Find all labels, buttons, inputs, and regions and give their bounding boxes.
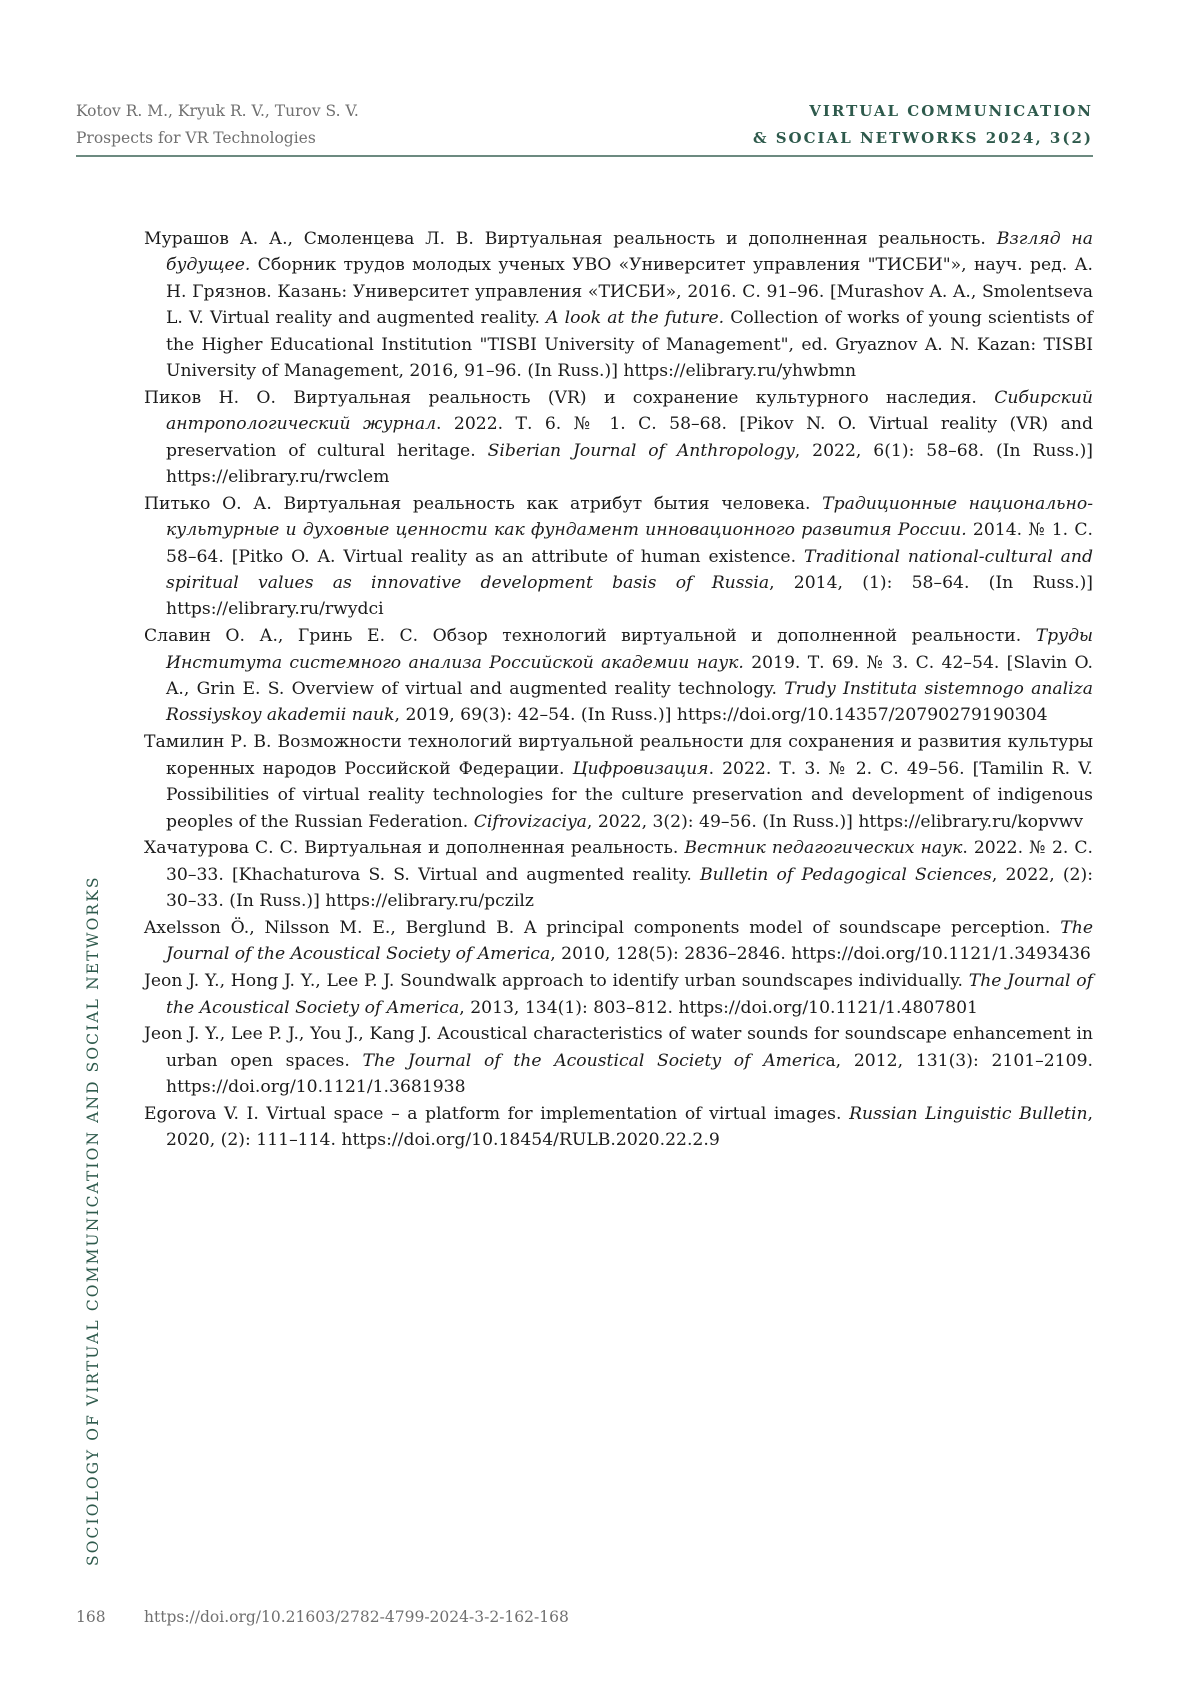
running-header-left (76, 98, 359, 152)
reference-item (144, 915, 1093, 968)
ref-source: Russian Linguistic Bulletin (849, 1103, 1088, 1124)
reference-item (144, 623, 1093, 729)
ref-source-en: A look at the future. (546, 308, 725, 329)
ref-text: Jeon J. Y., Lee P. J., You J., Kang J. Acoustical characteristics of water sounds for soundscape enhancement in urban open spaces. (144, 1024, 1093, 1071)
reference-item (144, 1021, 1093, 1100)
reference-item (144, 1101, 1093, 1154)
ref-source: The Journal of the Acoustical Society of America (166, 917, 1093, 965)
ref-text: 2019. Т. 69. № 3. С. 42–54. [Slavin O. A., Grin E. S. Overview of virtual and augmented reality technology. (166, 652, 1093, 700)
reference-item (144, 385, 1093, 491)
header-divider (76, 155, 1093, 157)
ref-text: , 2022, 3(2): 49–56. (In Russ.)] https://elibrary.ru/kopvwv (586, 811, 1084, 832)
ref-text: . 2022. Т. 3. № 2. С. 49–56. [Tamilin R. V. Possibilities of virtual reality technologies for the culture preservation and development of indigenous peoples of the Russian Federation. (166, 758, 1093, 832)
ref-text: , 2019, 69(3): 42–54. (In Russ.)] https://doi.org/10.14357/20790279190304 (394, 705, 1048, 726)
journal-name-line1: VIRTUAL COMMUNICATION (809, 102, 1093, 120)
reference-item (144, 226, 1093, 384)
ref-text: . 2022. Т. 6. № 1. С. 58–68. [Pikov N. O. Virtual reality (VR) and preservation of cultural heritage. (166, 414, 1093, 461)
ref-text: , 2010, 128(5): 2836–2846. https://doi.org/10.1121/1.3493436 (550, 944, 1091, 965)
ref-text: , 2020, (2): 111–114. https://doi.org/10.18454/RULB.2020.22.2.9 (166, 1103, 1093, 1151)
header-authors: Kotov R. M., Kryuk R. V., Turov S. V. (76, 102, 359, 120)
journal-name-line2: & SOCIAL NETWORKS 2024, 3(2) (752, 129, 1093, 147)
ref-text: Питько О. А. Виртуальная реальность как атрибут бытия человека. (144, 493, 823, 514)
reference-item (144, 968, 1093, 1021)
ref-text: Славин О. А., Гринь Е. С. Обзор технологий виртуальной и дополненной реальности. (144, 626, 1036, 647)
ref-source-ru: Взгляд на будущее. (166, 229, 1093, 276)
ref-text: Jeon J. Y., Hong J. Y., Lee P. J. Soundwalk approach to identify urban soundscapes individually. (144, 971, 969, 992)
ref-source-en: Bulletin of Pedagogical Sciences (700, 864, 992, 885)
ref-source-ru: Цифровизация (572, 758, 709, 779)
ref-text: Collection of works of young scientists of the Higher Educational Institution "TISBI University of Management", ed. Gryaznov A. N. Kazan: TISBI University of Management, 2016, 91–96. (In Russ.)] https://elibrary.ru/yhwbmn (166, 308, 1094, 382)
ref-text: Egorova V. I. Virtual space – a platform for implementation of virtual images. (144, 1103, 850, 1124)
running-header-journal (753, 98, 1093, 152)
ref-text: Хачатурова С. С. Виртуальная и дополненная реальность. (144, 838, 685, 859)
ref-source-en: Trudy Instituta sistemnogo analiza Rossiyskoy akademii nauk (166, 679, 1093, 726)
ref-source: The Journal of the Acoustical Society of America (166, 971, 1093, 1018)
page-number: 168 (76, 1608, 106, 1626)
ref-text: Сборник трудов молодых ученых УВО «Университет управления "ТИСБИ"», науч. ред. А. Н. Грязнов. Казань: Университет управления «ТИСБИ», 2016. С. 91–96. [Murashov A. A., Smolentseva L. V. Virtual reality and augmented reality. (166, 255, 1093, 329)
reference-item (144, 729, 1093, 835)
ref-source-en: Siberian Journal of Anthropology (487, 440, 795, 461)
reference-item (144, 491, 1093, 623)
reference-item (144, 835, 1093, 914)
ref-text: , 2022, 6(1): 58–68. (In Russ.)] https://elibrary.ru/rwclem (166, 440, 1093, 488)
ref-source-en: Traditional national-cultural and spiritual values as innovative development basis of Russia (166, 546, 1093, 594)
ref-text: Пиков Н. О. Виртуальная реальность (VR) и сохранение культурного наследия. (144, 387, 995, 408)
ref-source-ru: Вестник педагогических наук (684, 838, 963, 859)
ref-text: Тамилин Р. В. Возможности технологий виртуальной реальности для сохранения и развития культуры коренных народов Российской Федерации. (144, 732, 1093, 779)
reference-list (144, 226, 1093, 1154)
ref-source-en: Cifrovizaciya (473, 811, 587, 832)
section-side-label: SOCIOLOGY OF VIRTUAL COMMUNICATION AND SOCIAL NETWORKS (84, 875, 102, 1566)
ref-text: . 2022. № 2. С. 30–33. [Khachaturova S. S. Virtual and augmented reality. (166, 838, 1093, 885)
ref-source: The Journal of the Acoustical Society of Americ (362, 1050, 826, 1071)
ref-source-ru: Традиционные национально-культурные и духовные ценности как фундамент инновационного развития России. (166, 493, 1094, 541)
ref-text: , 2014, (1): 58–64. (In Russ.)] https://elibrary.ru/rwydci (166, 573, 1093, 620)
footer-doi-link[interactable]: https://doi.org/10.21603/2782-4799-2024-3-2-162-168 (144, 1608, 569, 1626)
ref-source-ru: Сибирский антропологический журнал (166, 387, 1093, 435)
ref-text: , 2022, (2): 30–33. (In Russ.)] https://elibrary.ru/pczilz (166, 864, 1093, 912)
ref-text: Мурашов А. А., Смоленцева Л. В. Виртуальная реальность и дополненная реальность. (144, 229, 997, 249)
ref-text: a, 2012, 131(3): 2101–2109. https://doi.org/10.1121/1.3681938 (166, 1050, 1093, 1098)
ref-text: , 2013, 134(1): 803–812. https://doi.org/10.1121/1.4807801 (459, 997, 978, 1018)
ref-source-ru: Труды Института системного анализа Российской академии наук. (166, 626, 1093, 673)
ref-text: 2014. № 1. С. 58–64. [Pitko O. A. Virtual reality as an attribute of human existence. (166, 520, 1093, 567)
ref-text: Axelsson Ö., Nilsson M. E., Berglund B. A principal components model of soundscape perception. (144, 917, 1061, 938)
header-short-title: Prospects for VR Technologies (76, 129, 316, 147)
